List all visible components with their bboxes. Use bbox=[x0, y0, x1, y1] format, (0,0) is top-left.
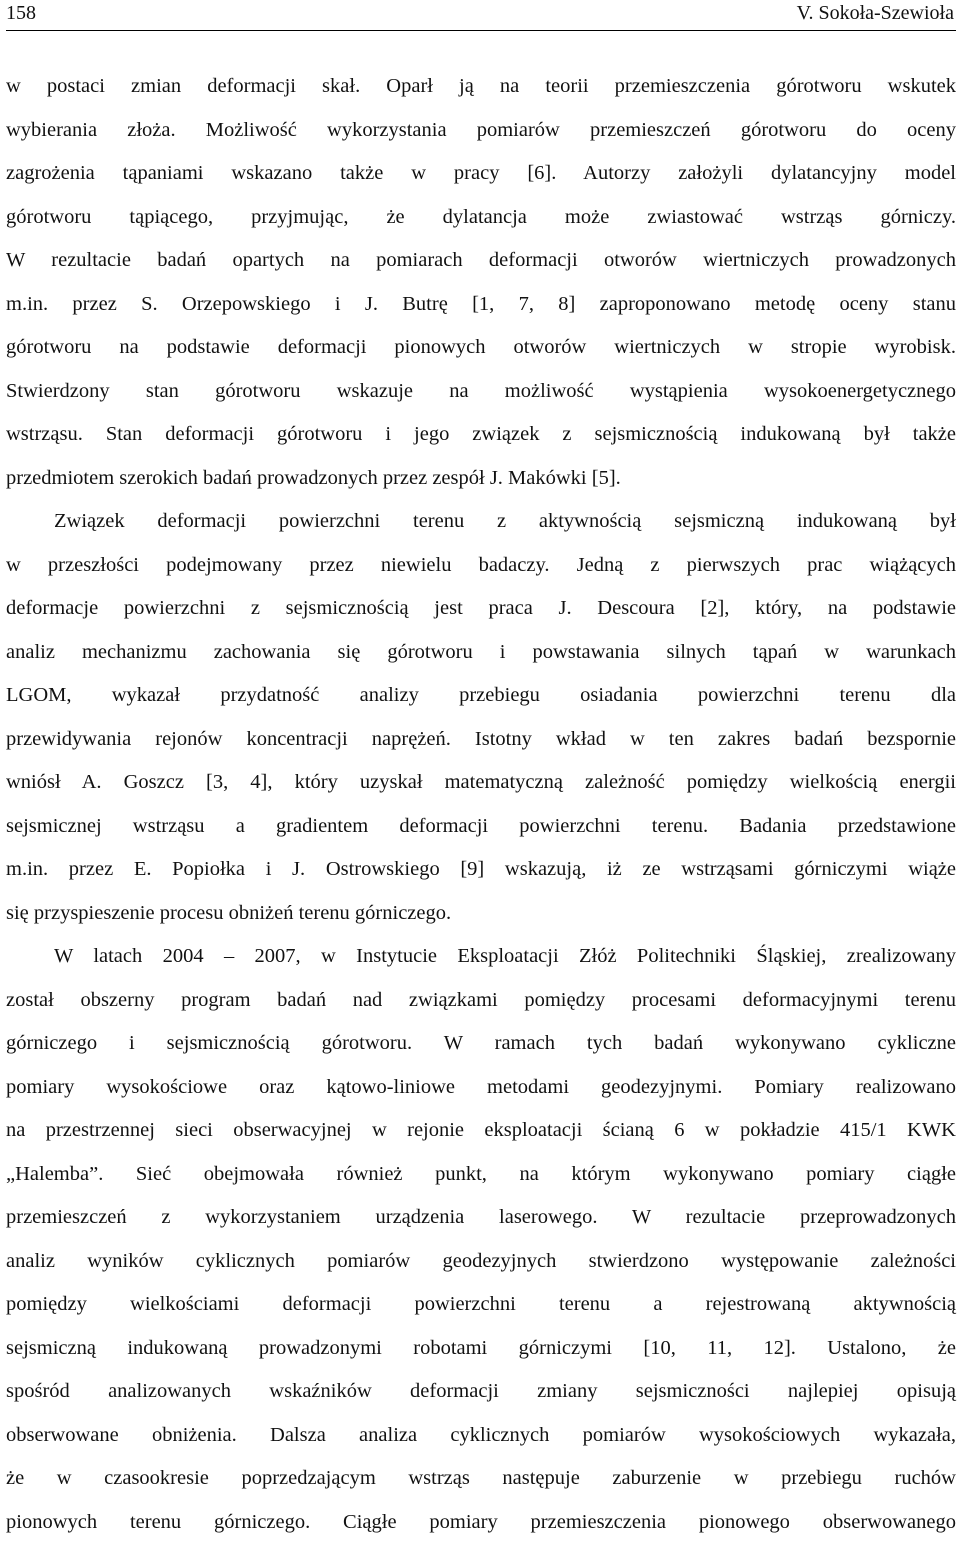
text-line: że w czasookresie poprzedzającym wstrząs następuje zaburzenie w przebiegu ruchów bbox=[6, 1457, 956, 1501]
text-line: W latach 2004 – 2007, w Instytucie Eksploatacji Złóż Politechniki Śląskiej, zrealizowany bbox=[6, 935, 956, 979]
body-text bbox=[6, 65, 956, 1544]
page-number: 158 bbox=[6, 1, 36, 25]
text-line: się przyspieszenie procesu obniżeń terenu górniczego. bbox=[6, 892, 956, 936]
paragraph bbox=[6, 65, 956, 500]
text-line: Związek deformacji powierzchni terenu z aktywnością sejsmiczną indukowaną był bbox=[6, 500, 956, 544]
text-line: sejsmiczną indukowaną prowadzonymi robotami górniczymi [10, 11, 12]. Ustalono, że bbox=[6, 1327, 956, 1371]
paragraph bbox=[6, 935, 956, 1544]
text-line: pionowych terenu górniczego. Ciągłe pomiary przemieszczenia pionowego obserwowanego bbox=[6, 1501, 956, 1544]
text-line: W rezultacie badań opartych na pomiarach deformacji otworów wiertniczych prowadzonych bbox=[6, 239, 956, 283]
text-line: zagrożenia tąpaniami wskazano także w pracy [6]. Autorzy założyli dylatancyjny model bbox=[6, 152, 956, 196]
text-line: pomiary wysokościowe oraz kątowo-liniowe metodami geodezyjnymi. Pomiary realizowano bbox=[6, 1066, 956, 1110]
text-line: m.in. przez S. Orzepowskiego i J. Butrę [1, 7, 8] zaproponowano metodę oceny stanu bbox=[6, 283, 956, 327]
text-line: górotworu tąpiącego, przyjmując, że dylatancja może zwiastować wstrząs górniczy. bbox=[6, 196, 956, 240]
text-line: deformacje powierzchni z sejsmicznością jest praca J. Descoura [2], który, na podstawie bbox=[6, 587, 956, 631]
text-line: sejsmicznej wstrząsu a gradientem deformacji powierzchni terenu. Badania przedstawione bbox=[6, 805, 956, 849]
text-line: analiz mechanizmu zachowania się górotworu i powstawania silnych tąpań w warunkach bbox=[6, 631, 956, 675]
text-line: na przestrzennej sieci obserwacyjnej w rejonie eksploatacji ścianą 6 w pokładzie 415/1 KWK bbox=[6, 1109, 956, 1153]
text-line: w przeszłości podejmowany przez niewielu badaczy. Jedną z pierwszych prac wiążących bbox=[6, 544, 956, 588]
text-line: wybierania złoża. Możliwość wykorzystania pomiarów przemieszczeń górotworu do oceny bbox=[6, 109, 956, 153]
text-line: LGOM, wykazał przydatność analizy przebiegu osiadania powierzchni terenu dla bbox=[6, 674, 956, 718]
text-line: wniósł A. Goszcz [3, 4], który uzyskał matematyczną zależność pomiędzy wielkością energii bbox=[6, 761, 956, 805]
header-author: V. Sokoła-Szewioła bbox=[797, 1, 954, 25]
running-header bbox=[6, 0, 956, 31]
paragraph bbox=[6, 500, 956, 935]
text-line: pomiędzy wielkościami deformacji powierzchni terenu a rejestrowaną aktywnością bbox=[6, 1283, 956, 1327]
text-line: wstrząsu. Stan deformacji górotworu i jego związek z sejsmicznością indukowaną był także bbox=[6, 413, 956, 457]
text-line: spośród analizowanych wskaźników deformacji zmiany sejsmiczności najlepiej opisują bbox=[6, 1370, 956, 1414]
text-line: m.in. przez E. Popiołka i J. Ostrowskiego [9] wskazują, iż ze wstrząsami górniczymi wiąże bbox=[6, 848, 956, 892]
text-line: Stwierdzony stan górotworu wskazuje na możliwość wystąpienia wysokoenergetycznego bbox=[6, 370, 956, 414]
text-line: analiz wyników cyklicznych pomiarów geodezyjnych stwierdzono występowanie zależności bbox=[6, 1240, 956, 1284]
text-line: przedmiotem szerokich badań prowadzonych przez zespół J. Makówki [5]. bbox=[6, 457, 956, 501]
text-line: górotworu na podstawie deformacji pionowych otworów wiertniczych w stropie wyrobisk. bbox=[6, 326, 956, 370]
text-line: obserwowane obniżenia. Dalsza analiza cyklicznych pomiarów wysokościowych wykazała, bbox=[6, 1414, 956, 1458]
text-line: w postaci zmian deformacji skał. Oparł ją na teorii przemieszczenia górotworu wskutek bbox=[6, 65, 956, 109]
text-line: przemieszczeń z wykorzystaniem urządzenia laserowego. W rezultacie przeprowadzonych bbox=[6, 1196, 956, 1240]
text-line: przewidywania rejonów koncentracji naprężeń. Istotny wkład w ten zakres badań bezspornie bbox=[6, 718, 956, 762]
text-line: „Halemba”. Sieć obejmowała również punkt, na którym wykonywano pomiary ciągłe bbox=[6, 1153, 956, 1197]
text-line: został obszerny program badań nad związkami pomiędzy procesami deformacyjnymi terenu bbox=[6, 979, 956, 1023]
text-line: górniczego i sejsmicznością górotworu. W ramach tych badań wykonywano cykliczne bbox=[6, 1022, 956, 1066]
